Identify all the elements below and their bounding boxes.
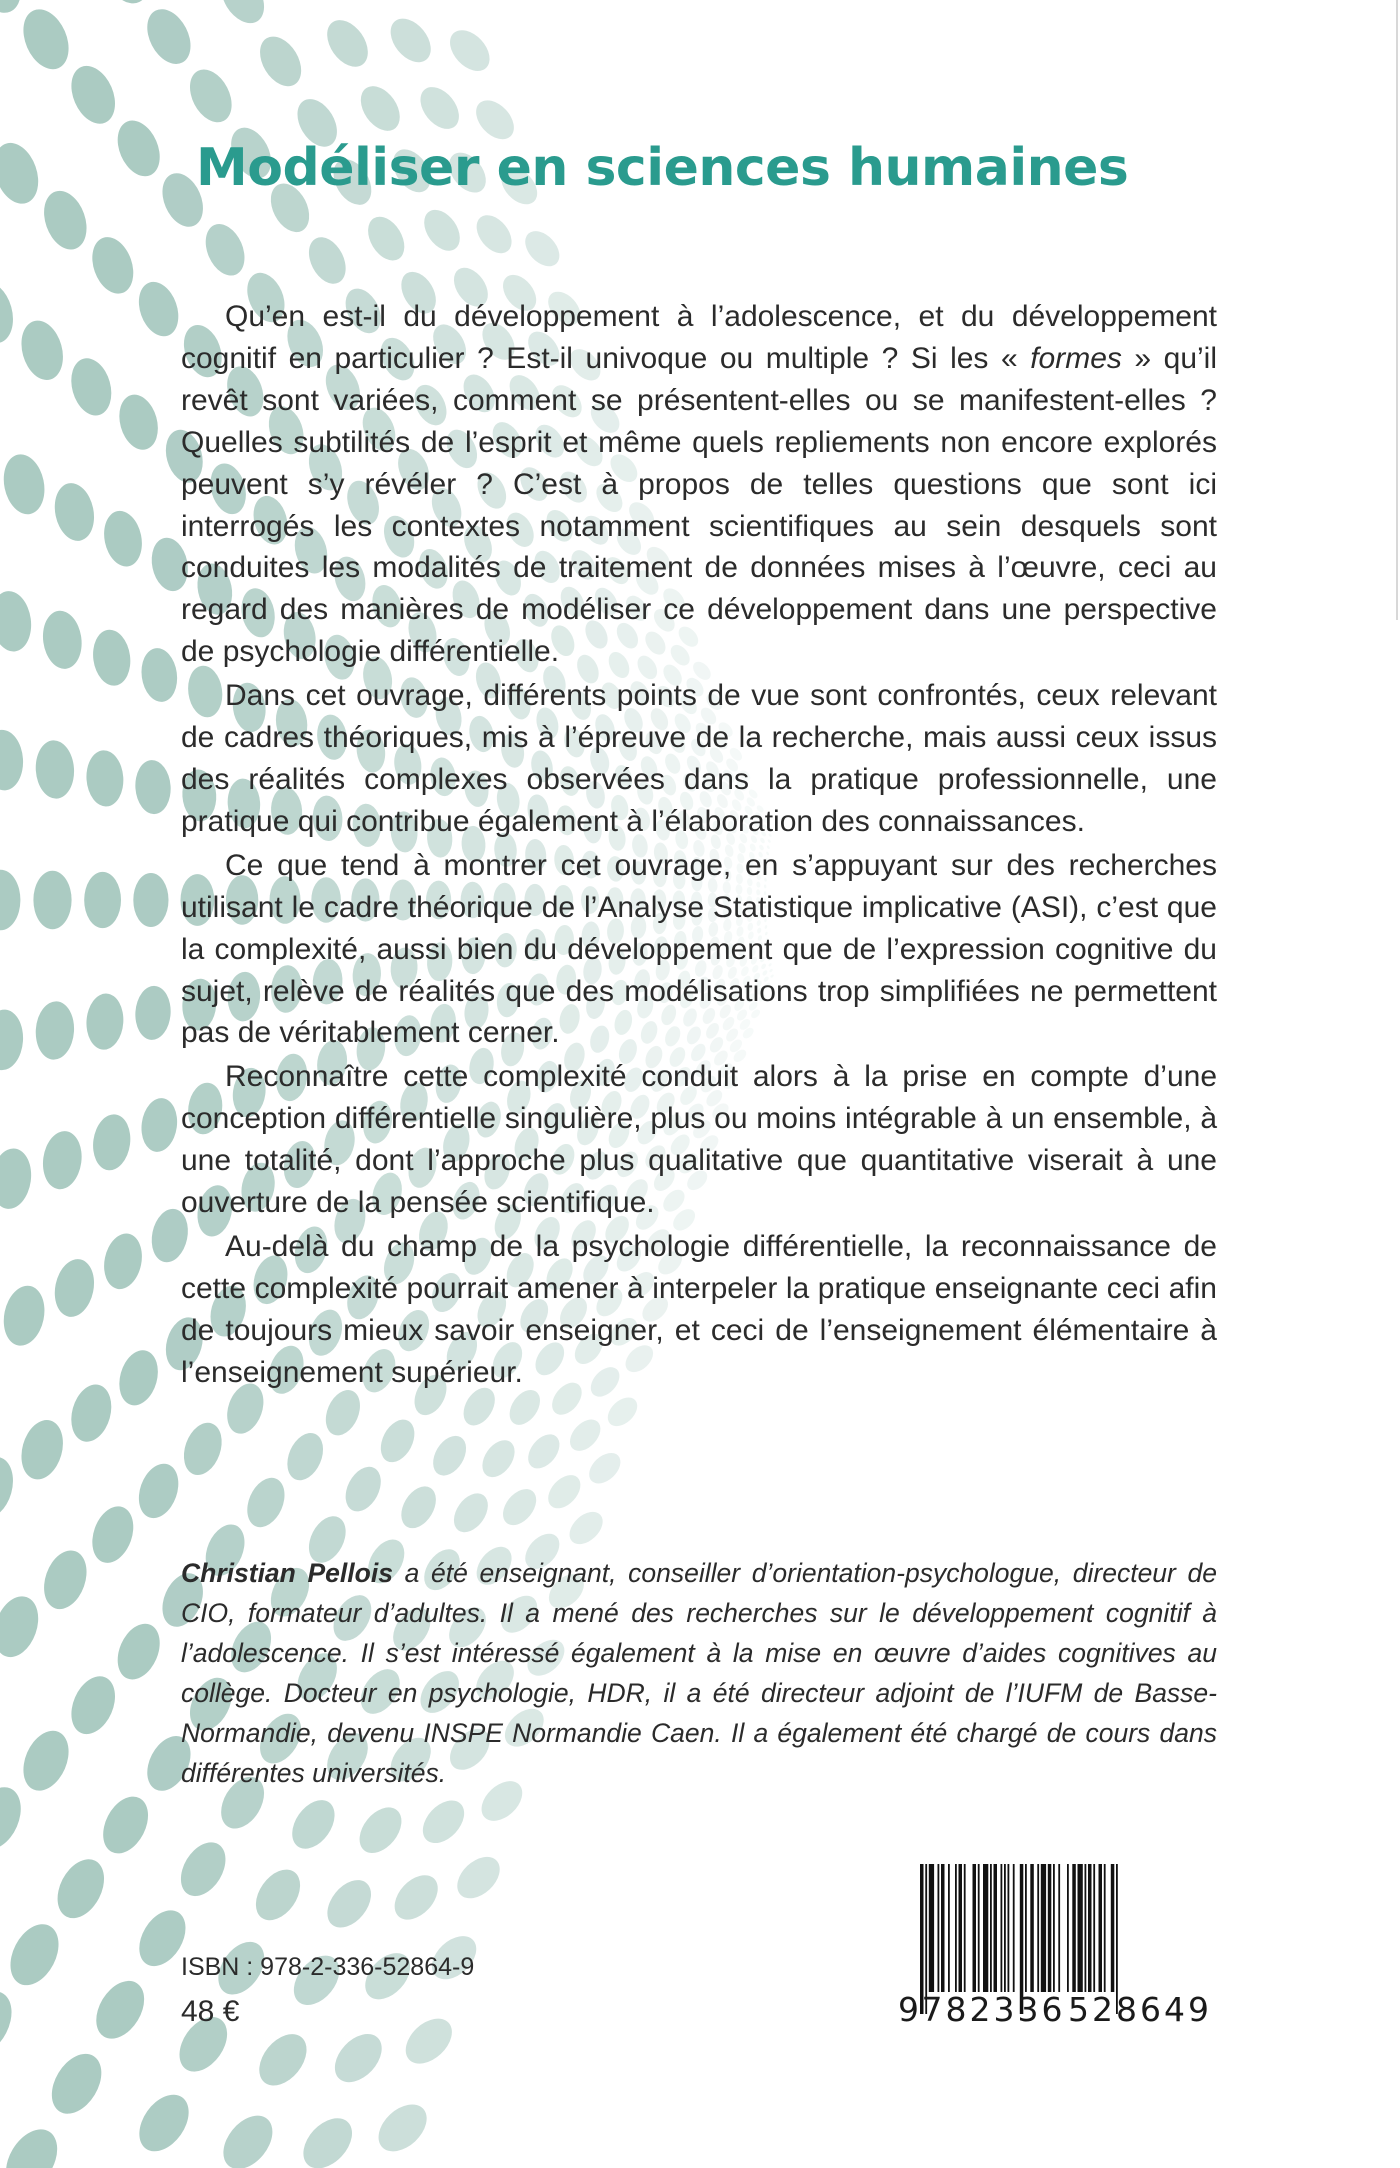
background-dot — [0, 870, 20, 931]
background-dot — [351, 0, 410, 1]
background-dot — [0, 729, 25, 792]
background-dot — [326, 2025, 391, 2091]
barcode-bar — [941, 1864, 945, 1992]
background-dot — [198, 218, 252, 282]
background-dot — [94, 0, 157, 11]
barcode-bar — [1001, 1864, 1003, 1992]
background-dot — [294, 2109, 362, 2168]
background-dot — [0, 1282, 50, 1349]
background-dot — [213, 2106, 282, 2168]
barcode-bar — [1025, 1864, 1027, 1992]
barcode-right-group: 528649 — [1068, 1990, 1212, 2029]
background-dot — [280, 1427, 329, 1485]
background-dot — [37, 1545, 95, 1615]
background-dot — [0, 137, 46, 210]
background-dot — [85, 231, 141, 299]
background-dot — [397, 2010, 460, 2073]
author-bio — [181, 1553, 1217, 1793]
background-dot — [63, 1670, 123, 1741]
background-dot — [247, 1861, 309, 1928]
background-dot — [42, 2045, 112, 2123]
background-dot — [50, 480, 99, 545]
background-dot — [0, 0, 30, 20]
background-dot — [339, 1461, 388, 1518]
author-name: Christian Pellois — [181, 1558, 393, 1588]
barcode-bar — [1037, 1864, 1039, 1992]
barcode-bar — [1008, 1864, 1010, 1992]
background-dot — [496, 1483, 543, 1532]
background-dot — [90, 1112, 134, 1173]
background-dot — [138, 1096, 180, 1154]
background-dot — [34, 739, 76, 800]
paragraph-4: Reconnaître cette complexité conduit alors à la prise en compte d’une conception différentielle singulière, plus ou moins intégrable à un ensemble, à une totalité, dont l’approche plus qualitative que quantitative viserait à une ouverture de la pensée scientifique. — [181, 1060, 1217, 1220]
background-dot — [0, 1008, 25, 1071]
background-dot — [522, 1428, 566, 1474]
barcode-first-digit: 9 — [898, 1990, 919, 2029]
background-dot — [86, 1972, 154, 2047]
background-dot — [50, 1256, 99, 1321]
barcode-bar — [978, 1864, 980, 1992]
background-dot — [0, 451, 50, 518]
background-dot — [85, 749, 126, 808]
background-dot — [34, 1000, 76, 1061]
barcode-bar — [1013, 1864, 1015, 1992]
barcode — [896, 1862, 1214, 2042]
barcode-bar — [1058, 1864, 1060, 1992]
barcode-bar — [964, 1864, 966, 1992]
background-dot — [361, 210, 412, 267]
background-dot — [0, 1780, 30, 1856]
background-dot — [132, 276, 185, 341]
background-dot — [383, 11, 439, 70]
barcode-bar — [1078, 1864, 1083, 1992]
background-dot — [134, 759, 173, 815]
background-dot — [85, 992, 126, 1051]
background-dot — [426, 1430, 473, 1482]
background-dot — [564, 1414, 606, 1457]
isbn: ISBN : 978-2-336-52864-9 — [181, 1953, 475, 1981]
background-dot — [129, 2086, 199, 2161]
background-dot — [563, 1506, 609, 1551]
barcode-bar — [1088, 1864, 1092, 1992]
background-dot — [0, 1983, 22, 2063]
background-dot — [542, 1469, 587, 1515]
background-dot — [182, 62, 240, 129]
background-dot — [442, 23, 497, 79]
background-dot — [0, 2120, 68, 2168]
background-dot — [99, 1230, 146, 1292]
background-dot — [139, 2, 200, 71]
barcode-bar — [973, 1864, 977, 1992]
barcode-bar — [948, 1864, 950, 1992]
background-dot — [110, 114, 168, 183]
background-dot — [132, 1458, 185, 1523]
barcode-bar — [1048, 1864, 1052, 1992]
background-dot — [470, 209, 519, 260]
barcode-bar — [1004, 1864, 1006, 1992]
barcode-bar — [990, 1864, 992, 1992]
barcode-bar — [983, 1864, 988, 1992]
background-dot — [0, 1452, 20, 1524]
barcode-bar — [959, 1864, 963, 1992]
back-cover-text — [181, 296, 1217, 1396]
background-dot — [133, 873, 168, 927]
background-dot — [302, 231, 354, 290]
background-dot — [449, 1849, 507, 1907]
barcode-bar — [1041, 1864, 1046, 1992]
paragraph-2: Dans cet ouvrage, différents points de vue sont confrontés, ceux relevant de cadres théoriques, mis à l’épreuve de la recherche, mais aussi ceux issus des réalités complexes observées dans la pratique professionnelle, une pratique qui contribue également à l’élaboration des connaissances. — [181, 679, 1217, 838]
background-dot — [0, 277, 20, 349]
background-dot — [283, 1792, 343, 1856]
edge-line — [1396, 0, 1398, 620]
background-dot — [583, 1447, 626, 1489]
paragraph-5: Au-delà du champ de la psychologie différentielle, la reconnaissance de cette complexité pourrait amener à interpeler la pratique enseignante ceci afin de toujours mieux savoir enseigner, et ceci de l’enseignement élémentaire à l’enseignement supérieur. — [181, 1229, 1217, 1389]
background-dot — [212, 0, 273, 31]
background-dot — [374, 1414, 421, 1468]
background-dot — [250, 2025, 316, 2094]
background-dot — [85, 1501, 141, 1569]
barcode-bar — [929, 1864, 934, 1992]
background-dot — [319, 12, 376, 74]
background-dot — [37, 185, 95, 255]
background-dot — [370, 2095, 436, 2160]
background-dot — [252, 29, 310, 93]
barcode-bar — [938, 1864, 940, 1992]
barcode-left-group: 782336 — [921, 1990, 1066, 2029]
background-dot — [65, 354, 117, 421]
barcode-bar — [994, 1864, 998, 1992]
background-dot — [39, 1129, 85, 1192]
emphasis-formes: formes — [1030, 341, 1122, 375]
book-title: Modéliser en sciences humaines — [196, 138, 1129, 198]
background-dot — [172, 1834, 235, 1904]
background-dot — [15, 2, 78, 76]
background-dot — [447, 1487, 495, 1539]
background-dot — [415, 1793, 472, 1851]
background-dot — [15, 1724, 78, 1798]
background-dot — [33, 871, 71, 929]
barcode-bar — [1030, 1864, 1034, 1992]
background-dot — [39, 608, 85, 671]
background-dot — [351, 1799, 410, 1861]
barcode-bar — [1085, 1864, 1087, 1992]
barcode-bar — [1099, 1864, 1103, 1992]
background-dot — [113, 1346, 164, 1410]
background-dot — [65, 1380, 117, 1447]
barcode-digits — [896, 1990, 1214, 2029]
barcode-bar — [1111, 1864, 1115, 1992]
author-bio-text: a été enseignant, conseiller d’orientation-psychologue, directeur de CIO, formateur d’adultes. Il a mené des recherches sur le développement cognitif à l’adolescence. Il s’est intéressé également à la mise en œuvre d’aides cognitives au collège. Docteur en psychologie, HDR, il a été directeur adjoint de l’IUFM de Basse-Normandie, devenu INSPE Normandie Caen. Il a également été chargé de cours dans différentes universités. — [181, 1558, 1218, 1788]
barcode-bar — [1104, 1864, 1106, 1992]
background-dot — [602, 1392, 642, 1432]
background-dot — [0, 589, 35, 654]
background-dot — [386, 1867, 446, 1928]
background-dot — [90, 627, 134, 688]
background-dot — [353, 79, 408, 138]
background-dot — [134, 985, 173, 1041]
background-dot — [48, 1851, 113, 1926]
background-dot — [519, 225, 567, 273]
barcode-bar — [1093, 1864, 1095, 1992]
background-dot — [0, 1590, 46, 1663]
background-dot — [0, 1146, 35, 1211]
background-dot — [240, 1472, 292, 1533]
background-dot — [138, 646, 180, 704]
background-dot — [319, 1872, 380, 1936]
paragraph-1: Qu’en est-il du développement à l’adolescence, et du développement cognitif en particulier ? Est-il univoque ou multiple ? Si les « formes » qu’il revêt sont variées, comment se présentent-elles ou se manifestent-elles ? Quelles subtilités de l’esprit et même quels repliements non encore explorés peuvent s’y révéler ? C’est à propos de telles questions que sont ici interrogés les contextes notamment scientifiques au sein desquels sont conduites les modalités de traitement de données mises à l’œuvre, ceci au regard des manières de modéliser ce développement dans une perspective de psychologie différentielle. — [181, 300, 1217, 669]
background-dot — [417, 203, 467, 257]
barcode-bar — [1053, 1864, 1055, 1992]
background-dot — [415, 0, 472, 7]
background-dot — [15, 1415, 69, 1484]
barcode-bar — [1067, 1864, 1069, 1992]
background-dot — [283, 0, 343, 8]
background-dot — [113, 390, 164, 454]
background-dot — [413, 80, 467, 137]
paragraph-3: Ce que tend à montrer cet ouvrage, en s’appuyant sur des recherches utilisant le cadre théorique de l’Analyse Statistique implicative (ASI), c’est que la complexité, aussi bien du développement que de l’expression cognitive du sujet, relève de réalités que des modélisations trop simplifiées ne permettent pas de véritablement cerner. — [181, 848, 1217, 1050]
price: 48 € — [181, 1995, 240, 2028]
background-dot — [110, 1617, 168, 1686]
barcode-bar — [1072, 1864, 1076, 1992]
background-dot — [84, 872, 121, 928]
background-dot — [476, 1434, 522, 1483]
barcode-bar — [955, 1864, 957, 1992]
background-dot — [63, 59, 123, 130]
background-dot — [394, 1480, 443, 1534]
background-dot — [94, 1789, 157, 1861]
background-dot — [1, 1916, 68, 1993]
background-dot — [15, 316, 69, 385]
background-dot — [99, 507, 146, 569]
background-dot — [177, 1418, 228, 1481]
